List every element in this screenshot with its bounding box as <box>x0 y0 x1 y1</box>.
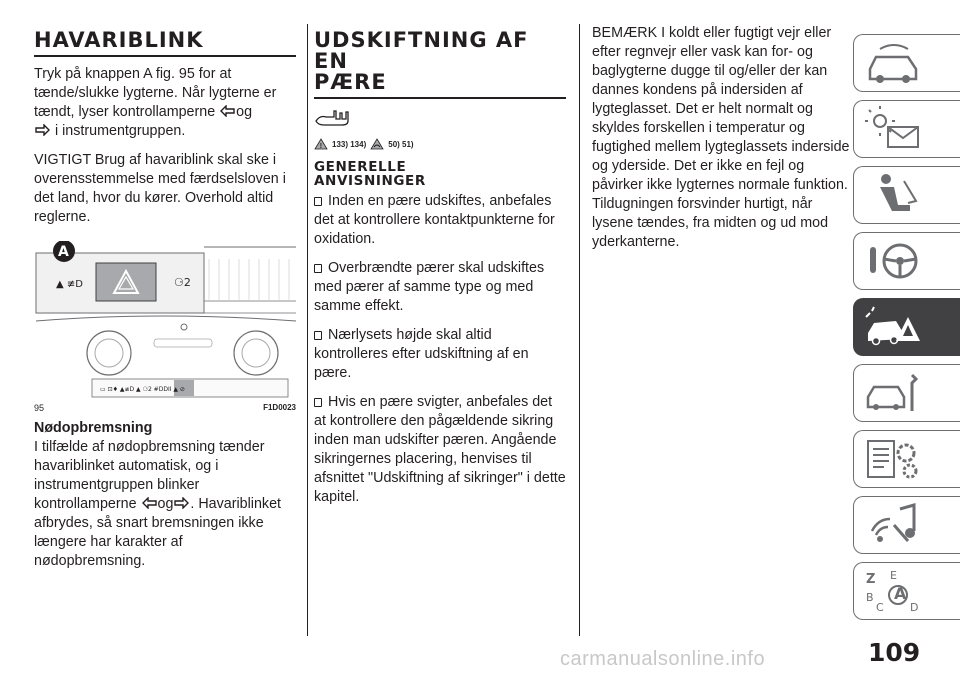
figure-caption <box>34 403 296 413</box>
svg-text:B: B <box>866 591 874 604</box>
svg-text:!: ! <box>319 143 323 150</box>
column-bulb-replacement <box>314 24 566 517</box>
tab-multimedia[interactable] <box>853 496 960 554</box>
svg-text:▲ ≢D: ▲ ≢D <box>56 279 83 290</box>
paragraph-note: BEMÆRK I koldt eller fugtigt vejr eller efter regnvejr eller vask kan for- og baglygterne dugge til og/eller der kan dannes kondens på indersiden af lygteglasset. Det er helt normalt og skyldes forskellen i temperatur og fugtighed mellem lygteglassets inderside og yderside. Det er ikke en fejl og påvirker ikke lygternes normale funktion. Tildugningen forsvinder hurtigt, når lysene tændes, fra midten og ud mod yderkanterne. <box>592 25 850 250</box>
subheading-emergency-braking: Nødopbremsning <box>34 420 153 436</box>
bullet-item <box>314 326 566 383</box>
heading-rule <box>314 97 566 99</box>
car-maintenance-icon <box>864 369 924 417</box>
bullet-square-icon <box>314 264 322 273</box>
warning-triangle-icon <box>314 138 328 150</box>
turn-left-indicator-icon <box>220 105 235 117</box>
tab-knowing-your-car[interactable] <box>853 34 960 92</box>
page-number: 109 <box>868 638 921 667</box>
column-divider <box>579 24 580 636</box>
heading-line: PÆRE <box>314 70 387 94</box>
section-heading-bulb <box>314 30 566 93</box>
bullet-square-icon <box>314 197 322 206</box>
tab-in-an-emergency[interactable] <box>853 298 960 356</box>
heading-line: UDSKIFTNING AF EN <box>314 28 529 73</box>
tab-index[interactable] <box>853 562 960 620</box>
tab-maintenance[interactable] <box>853 364 960 422</box>
tab-warning-lights[interactable] <box>853 100 960 158</box>
text: . Havariblinket afbrydes, så snart bremsningen ikke længere har karakter af nødopbremsning. <box>34 496 281 569</box>
bullet-item <box>314 259 566 316</box>
subheading-general <box>314 160 566 188</box>
bullet-item <box>314 393 566 507</box>
figure-hazard-button <box>34 241 296 419</box>
bullet-square-icon <box>314 398 322 407</box>
svg-text:A: A <box>894 584 907 603</box>
emergency-breakdown-icon <box>864 303 924 351</box>
paragraph-important: VIGTIGT Brug af havariblink skal ske i overensstemmelse med færdselsloven i det land, hvor du kører. Overhold altid reglerne. <box>34 152 286 225</box>
warning-ref-numbers: 133) 134) <box>332 139 367 149</box>
turn-left-indicator-icon <box>142 497 157 509</box>
column-hazard-lights <box>34 24 296 581</box>
seat-safety-icon <box>864 171 924 219</box>
paragraph-hazard-intro <box>34 65 296 141</box>
text: og <box>157 496 174 512</box>
svg-text:⚆2: ⚆2 <box>174 276 191 289</box>
manual-hand-icon <box>314 107 354 127</box>
subheading-line: ANVISNINGER <box>314 173 426 189</box>
svg-text:D: D <box>910 601 919 614</box>
callout-label-a: A <box>58 244 69 260</box>
bullet-text: Nærlysets højde skal altid kontrolleres efter udskiftning af en pære. <box>314 327 529 381</box>
watermark: carmanualsonline.info <box>560 648 766 670</box>
turn-right-indicator-icon <box>174 497 189 509</box>
svg-text:C: C <box>876 601 884 614</box>
bullet-text: Hvis en pære svigter, anbefales det at kontrollere den pågældende sikring inden man udskifter pæren. Angående sikringernes placering, henvises til afsnittet "Udskiftning af sikringer" i dette kapitel. <box>314 394 566 505</box>
warning-lights-icon <box>864 105 924 153</box>
bullet-item <box>314 192 566 249</box>
multimedia-icon <box>864 501 924 549</box>
tab-starting-driving[interactable] <box>853 232 960 290</box>
steering-wheel-icon <box>864 237 924 285</box>
bullet-text: Inden en pære udskiftes, anbefales det at kontrollere kontaktpunkterne for oxidation. <box>314 193 555 247</box>
column-note <box>592 24 850 262</box>
technical-data-icon <box>864 435 924 483</box>
tab-safety[interactable] <box>853 166 960 224</box>
text: og <box>236 104 253 120</box>
tab-technical-data[interactable] <box>853 430 960 488</box>
heading-rule <box>34 55 296 57</box>
car-dashboard-icon <box>864 39 924 87</box>
svg-text:Z: Z <box>866 572 876 587</box>
bullet-text: Overbrændte pærer skal udskiftes med pærer af samme type og med samme effekt. <box>314 260 545 314</box>
column-divider <box>307 24 308 636</box>
figure-number: 95 <box>34 403 45 413</box>
subheading-line: GENERELLE <box>314 159 407 175</box>
figure-id: F1D0023 <box>263 403 296 412</box>
text: I tilfælde af nødopbremsning tænder havariblinket automatisk, og i instrumentgruppen blinker kontrollamperne <box>34 439 265 512</box>
section-heading-hazard: HAVARIBLINK <box>34 28 204 52</box>
caution-icon <box>370 138 384 150</box>
bullet-square-icon <box>314 331 322 340</box>
turn-right-indicator-icon <box>35 124 50 136</box>
warning-references <box>314 138 566 150</box>
paragraph-emergency-braking <box>34 438 296 571</box>
alphabetical-index-icon <box>864 567 924 615</box>
text: i instrumentgruppen. <box>54 123 186 139</box>
text: Tryk på knappen A fig. 95 for at tænde/slukke lygterne. Når lygterne er tændt, lyser kontrollamperne <box>34 66 277 120</box>
svg-text:E: E <box>890 569 897 582</box>
caution-ref-numbers: 50) 51) <box>388 139 414 149</box>
svg-text:▭ ⊡♦ ▲≢D ▲ ⚆2 #DDII ▲: ▭ ⊡♦ ▲≢D ▲ ⚆2 #DDII ▲ ⊘ <box>100 386 185 393</box>
dashboard-illustration <box>34 241 296 401</box>
